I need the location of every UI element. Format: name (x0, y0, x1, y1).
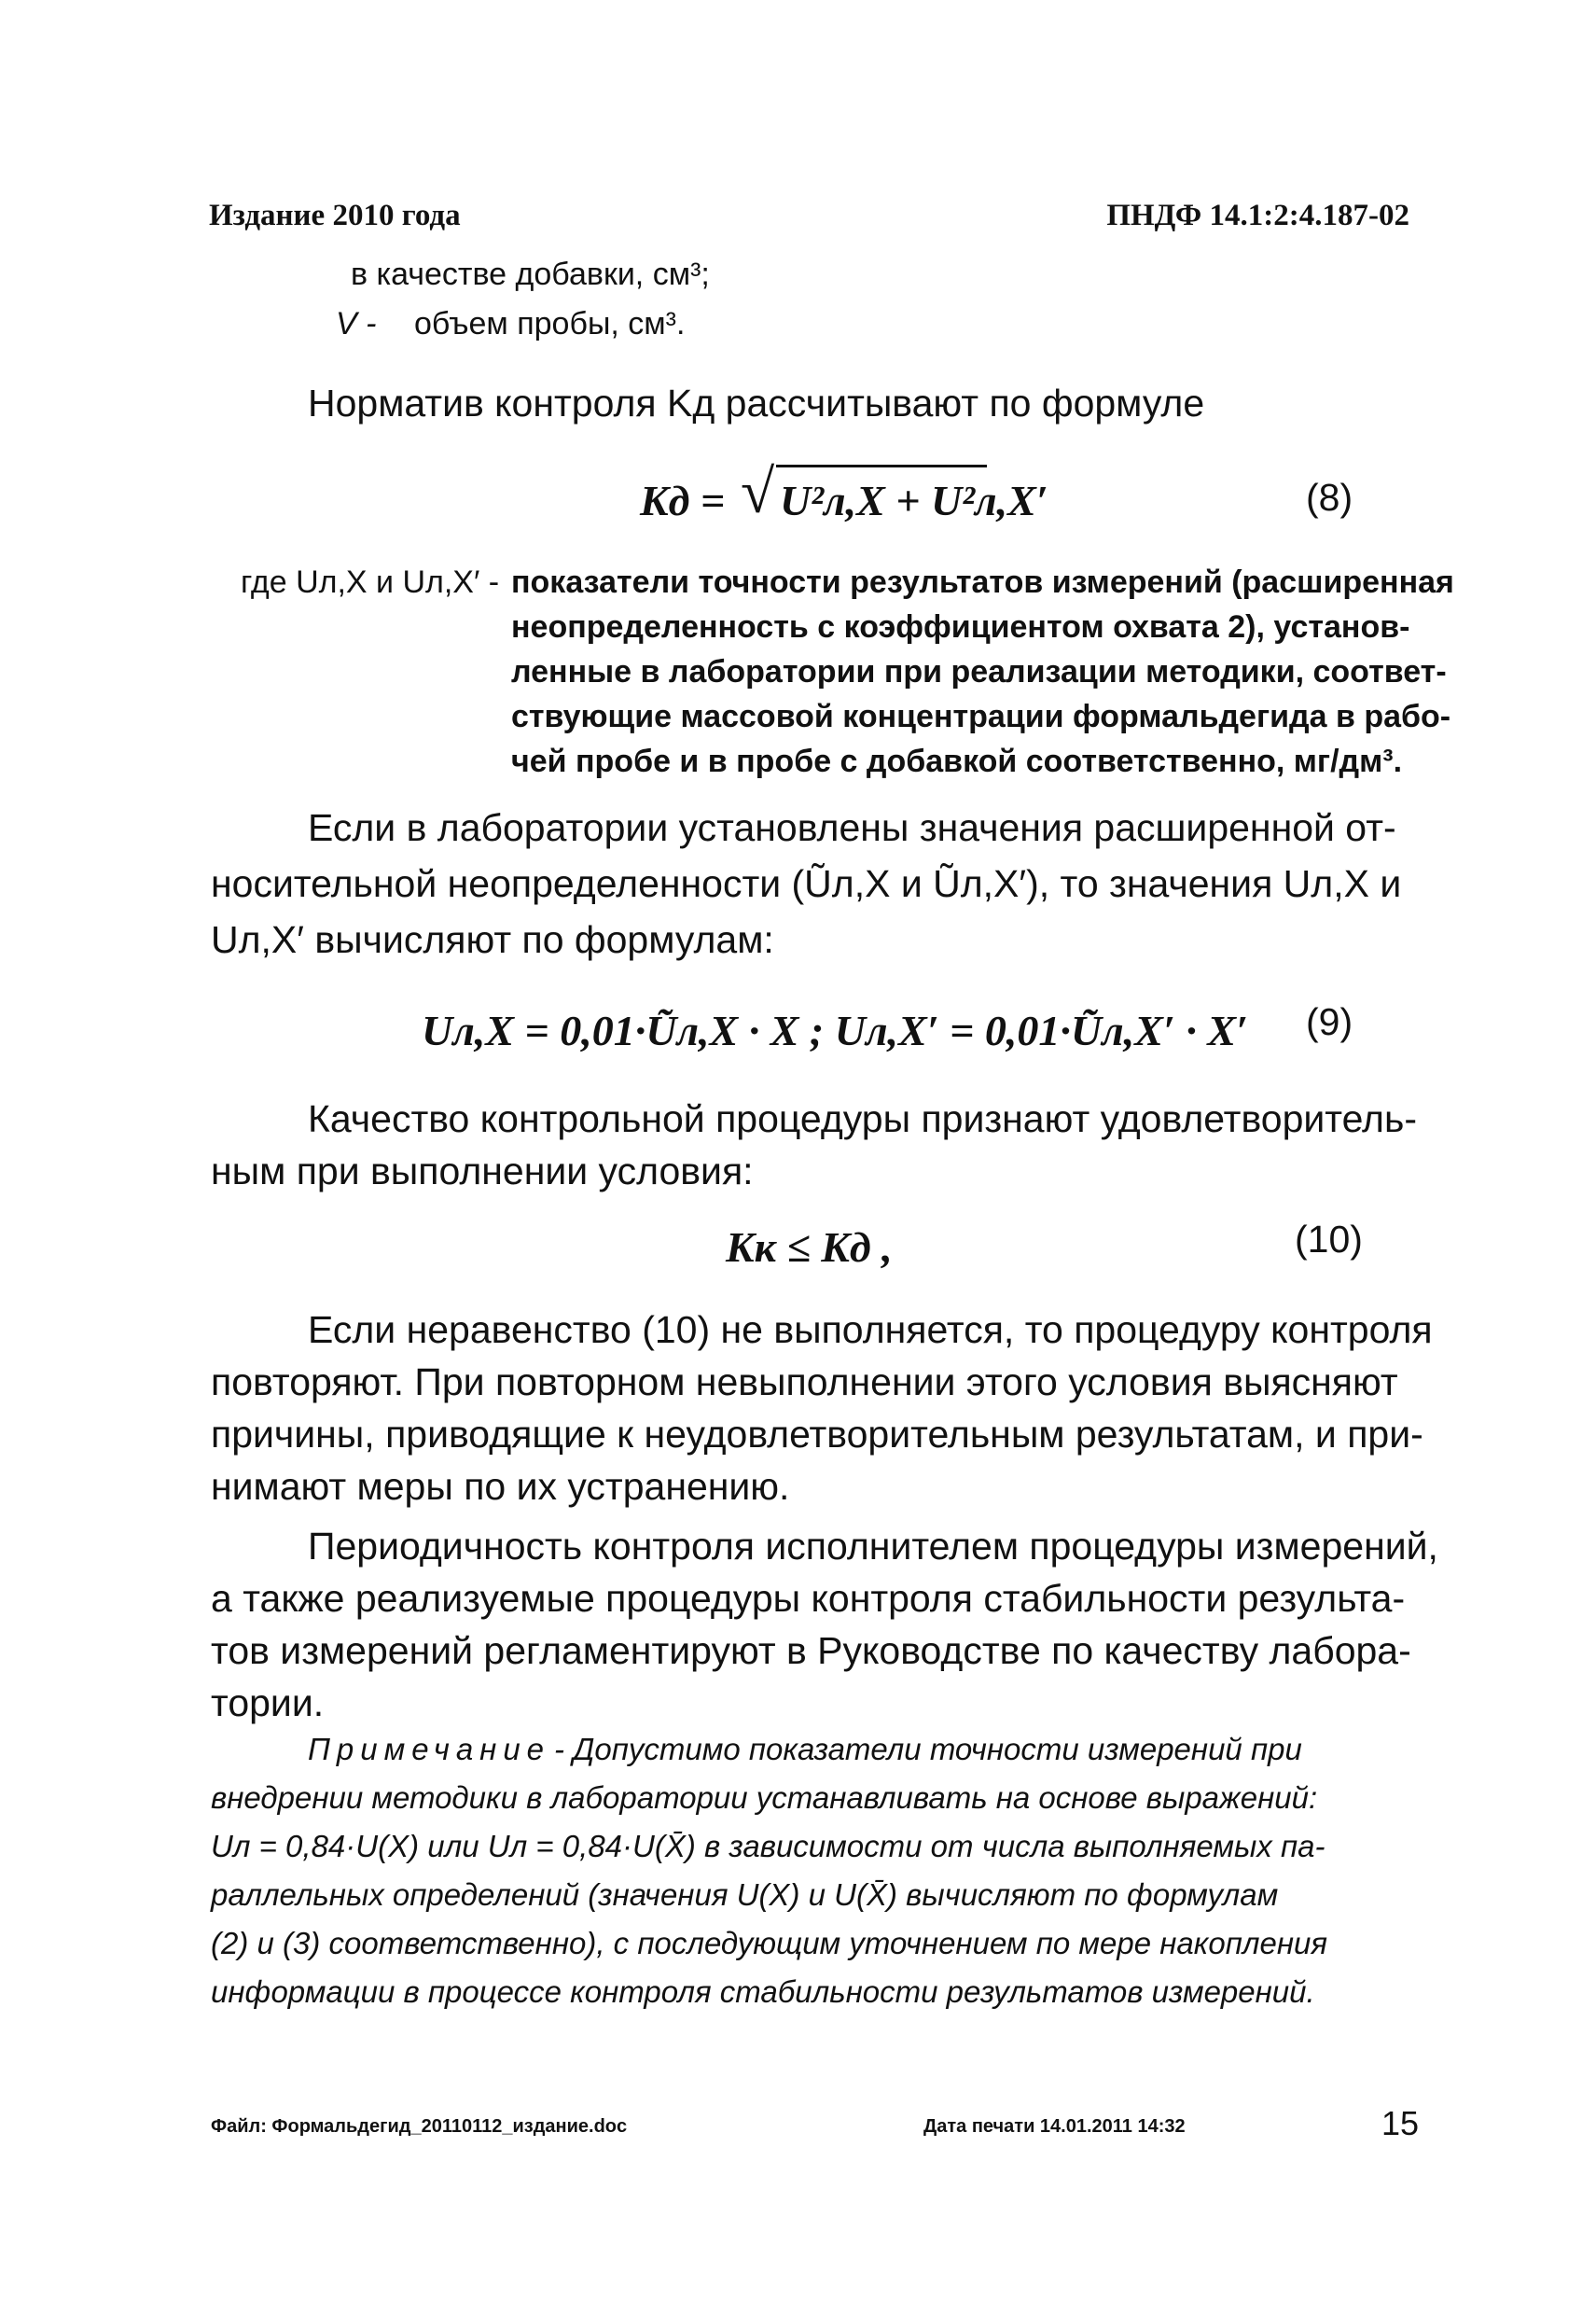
edition-label: Издание 2010 года (209, 199, 461, 232)
where-symbols: где Uл,X и Uл,X′ - (241, 565, 500, 600)
note-line-3: Uл = 0,84·U(X) или Uл = 0,84·U(X̄) в зависимости от числа выполняемых па- (211, 1829, 1325, 1863)
paragraph-relative-line-1: Если в лаборатории установлены значения расширенной от- (308, 806, 1396, 849)
paragraph-periodicity-line-1: Периодичность контроля исполнителем процедуры измерений, (308, 1525, 1438, 1568)
where-line-5: чей пробе и в пробе с добавкой соответственно, мг/дм³. (511, 744, 1403, 779)
note-line-2: внедрении методики в лаборатории устанавливать на основе выражений: (211, 1780, 1318, 1815)
paragraph-relative-line-3: Uл,X′ вычисляют по формулам: (211, 918, 774, 961)
paragraph-inequality-line-2: повторяют. При повторном невыполнении этого условия выясняют (211, 1360, 1398, 1403)
page-number: 15 (1381, 2104, 1419, 2142)
note-line-4: раллельных определений (значения U(X) и U(X̄) вычисляют по формулам (211, 1877, 1279, 1912)
paragraph-inequality-line-3: причины, приводящие к неудовлетворительным результатам, и при- (211, 1413, 1423, 1456)
sqrt-overline (776, 465, 987, 467)
equation-9: Uл,X = 0,01·Ũл,X · X ; Uл,X′ = 0,01·Ũл,X′ · X′ (422, 1007, 1248, 1054)
equation-9-number: (9) (1306, 1000, 1353, 1043)
footer-file-name: Файл: Формальдегид_20110112_издание.doc (211, 2116, 628, 2137)
equation-8-lhs: Kд = (640, 477, 726, 524)
where-line-1: показатели точности результатов измерений (расширенная (511, 565, 1454, 600)
note-label: Примечание (308, 1732, 551, 1766)
equation-10: Kк ≤ Kд , (726, 1223, 893, 1271)
paragraph-quality-line-2: ным при выполнении условия: (211, 1150, 754, 1192)
equation-8-rhs: U²л,X + U²л,X′ (780, 477, 1048, 524)
paragraph-periodicity-line-4: тории. (211, 1681, 325, 1724)
paragraph-relative-line-2: носительной неопределенности (Ũл,X и Ũл,X′), то значения Uл,X и (211, 862, 1402, 905)
definition-symbol-v: V - (336, 306, 377, 342)
where-line-2: неопределенность с коэффициентом охвата 2), установ- (511, 609, 1410, 645)
paragraph-periodicity-line-2: а также реализуемые процедуры контроля стабильности результа- (211, 1577, 1406, 1620)
paragraph-normative: Норматив контроля Kд рассчитывают по формуле (308, 382, 1205, 425)
paragraph-periodicity-line-3: тов измерений регламентируют в Руководстве по качеству лабора- (211, 1629, 1411, 1672)
definition-continuation: в качестве добавки, см³; (351, 257, 710, 292)
footer-print-date: Дата печати 14.01.2011 14:32 (923, 2116, 1186, 2137)
document-code: ПНДФ 14.1:2:4.187-02 (1106, 199, 1409, 232)
note-line-1: - Допустимо показатели точности измерений при (554, 1732, 1302, 1766)
equation-8-number: (8) (1306, 476, 1353, 519)
where-line-3: ленные в лаборатории при реализации методики, соответ- (511, 654, 1447, 690)
sqrt-symbol: √ (741, 458, 775, 526)
equation-10-number: (10) (1295, 1218, 1363, 1261)
note-line-6: информации в процессе контроля стабильности результатов измерений. (211, 1974, 1315, 2009)
paragraph-inequality-line-4: нимают меры по их устранению. (211, 1465, 790, 1508)
definition-text-v: объем пробы, см³. (414, 306, 686, 342)
paragraph-inequality-line-1: Если неравенство (10) не выполняется, то процедуру контроля (308, 1308, 1433, 1351)
paragraph-quality-line-1: Качество контрольной процедуры признают удовлетворитель- (308, 1097, 1417, 1140)
note-line-5: (2) и (3) соответственно), с последующим уточнением по мере накопления (211, 1926, 1327, 1960)
where-line-4: ствующие массовой концентрации формальдегида в рабо- (511, 699, 1451, 734)
